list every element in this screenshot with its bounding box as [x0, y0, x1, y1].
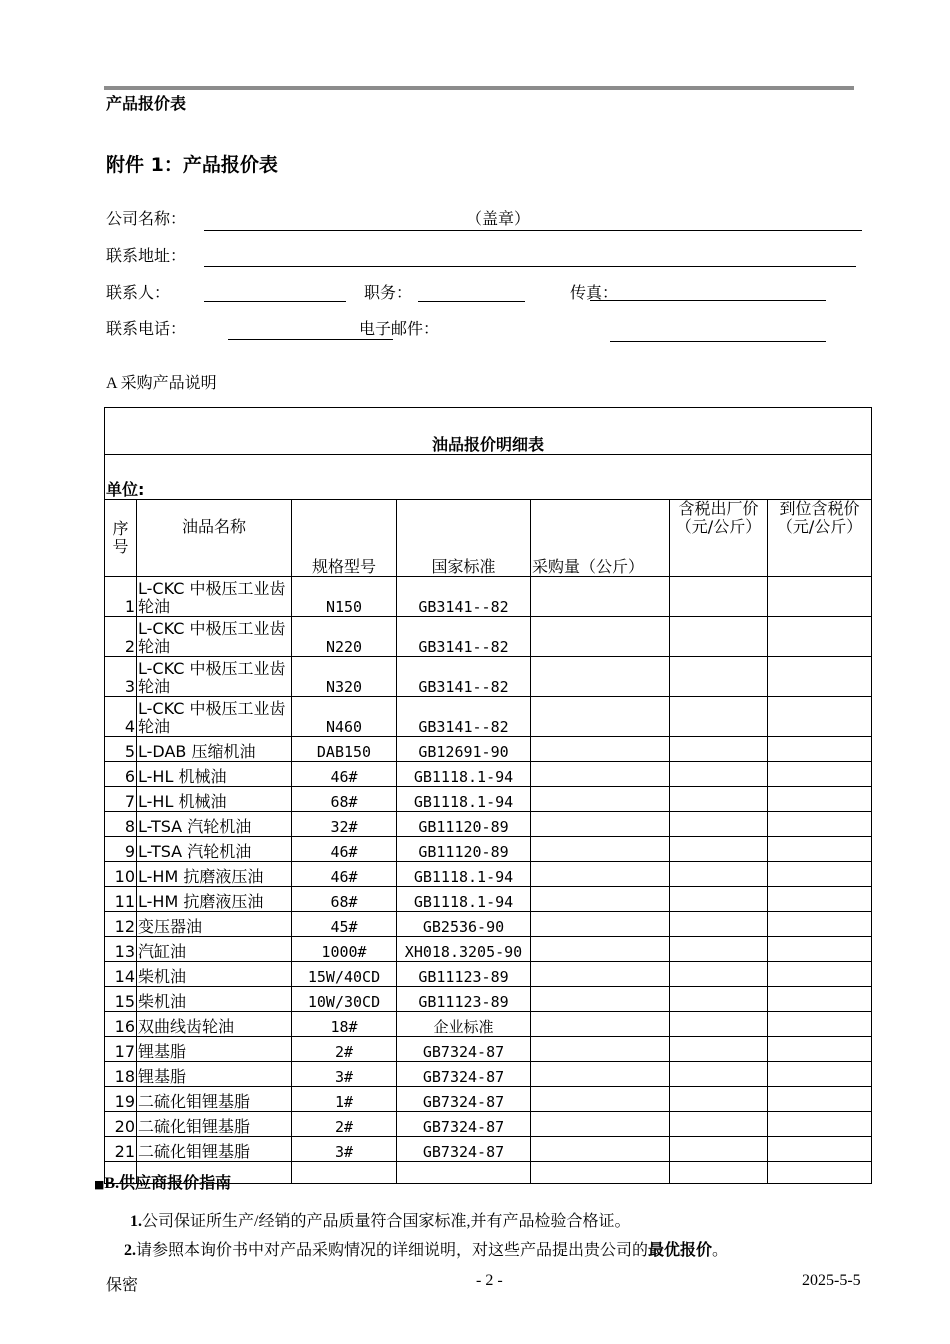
section-a-title: A 采购产品说明	[106, 375, 217, 392]
row-standard: GB1118.1-94	[397, 862, 531, 887]
row-index: 15	[105, 987, 137, 1012]
row-index: 7	[105, 787, 137, 812]
col-header-spec: 规格型号	[292, 500, 397, 577]
row-product-name: L-CKC 中极压工业齿轮油	[137, 657, 292, 697]
row-factory-price-cell[interactable]	[670, 1037, 768, 1062]
row-delivered-price-cell[interactable]	[768, 912, 872, 937]
guide-item-text-end: 。	[712, 1242, 729, 1259]
row-quantity-cell[interactable]	[531, 887, 670, 912]
row-factory-price-cell[interactable]	[670, 617, 768, 657]
table-row	[105, 1062, 872, 1087]
row-standard: GB3141--82	[397, 577, 531, 617]
table-row	[105, 962, 872, 987]
phone-field[interactable]	[228, 339, 393, 340]
row-factory-price-cell[interactable]	[670, 762, 768, 787]
table-row	[105, 1087, 872, 1112]
table-row	[105, 1112, 872, 1137]
row-quantity-cell[interactable]	[531, 1062, 670, 1087]
row-spec: 3#	[292, 1137, 397, 1162]
row-standard: GB3141--82	[397, 697, 531, 737]
row-product-name: 柴机油	[137, 962, 292, 987]
row-standard: GB11120-89	[397, 812, 531, 837]
row-index: 17	[105, 1037, 137, 1062]
col-header-name: 油品名称	[137, 500, 292, 577]
row-standard: GB1118.1-94	[397, 887, 531, 912]
row-product-name: L-HL 机械油	[137, 787, 292, 812]
position-label: 职务：	[364, 285, 413, 302]
row-index: 13	[105, 937, 137, 962]
row-factory-price-cell[interactable]	[670, 1012, 768, 1037]
row-factory-price-cell[interactable]	[670, 1137, 768, 1162]
row-factory-price-cell[interactable]	[670, 987, 768, 1012]
row-index: 12	[105, 912, 137, 937]
row-spec: N320	[292, 657, 397, 697]
row-quantity-cell[interactable]	[531, 1087, 670, 1112]
row-spec: 15W/40CD	[292, 962, 397, 987]
row-factory-price-cell[interactable]	[670, 862, 768, 887]
address-label: 联系地址：	[106, 248, 187, 265]
row-quantity-cell[interactable]	[531, 1037, 670, 1062]
quote-table	[104, 407, 872, 1184]
blank-cell[interactable]	[768, 1162, 872, 1184]
row-spec: 10W/30CD	[292, 987, 397, 1012]
row-product-name: 锂基脂	[137, 1062, 292, 1087]
row-spec: 46#	[292, 862, 397, 887]
row-delivered-price-cell[interactable]	[768, 1062, 872, 1087]
position-field[interactable]	[418, 301, 525, 302]
blank-cell	[397, 1162, 531, 1184]
blank-cell[interactable]	[531, 1162, 670, 1184]
row-delivered-price-cell[interactable]	[768, 987, 872, 1012]
blank-cell[interactable]	[670, 1162, 768, 1184]
row-quantity-cell[interactable]	[531, 912, 670, 937]
row-spec: 68#	[292, 787, 397, 812]
row-standard: GB11120-89	[397, 837, 531, 862]
row-factory-price-cell[interactable]	[670, 1062, 768, 1087]
col-header-factory-price: 含税出厂价（元/公斤）	[670, 500, 768, 577]
row-spec: 18#	[292, 1012, 397, 1037]
row-spec: 2#	[292, 1112, 397, 1137]
row-product-name: 二硫化钼锂基脂	[137, 1112, 292, 1137]
row-delivered-price-cell[interactable]	[768, 962, 872, 987]
table-row	[105, 1012, 872, 1037]
row-index: 19	[105, 1087, 137, 1112]
row-index: 4	[105, 697, 137, 737]
row-product-name: L-CKC 中极压工业齿轮油	[137, 697, 292, 737]
row-spec: 1#	[292, 1087, 397, 1112]
row-factory-price-cell[interactable]	[670, 737, 768, 762]
row-factory-price-cell[interactable]	[670, 937, 768, 962]
col-header-quantity: 采购量（公斤）	[531, 500, 670, 577]
row-product-name: 汽缸油	[137, 937, 292, 962]
table-row	[105, 787, 872, 812]
row-product-name: 二硫化钼锂基脂	[137, 1087, 292, 1112]
row-quantity-cell[interactable]	[531, 787, 670, 812]
row-factory-price-cell[interactable]	[670, 887, 768, 912]
row-standard: GB12691-90	[397, 737, 531, 762]
row-delivered-price-cell[interactable]	[768, 837, 872, 862]
row-standard: GB2536-90	[397, 912, 531, 937]
row-delivered-price-cell[interactable]	[768, 762, 872, 787]
row-product-name: L-HM 抗磨液压油	[137, 862, 292, 887]
table-title: 油品报价明细表	[105, 408, 872, 455]
row-factory-price-cell[interactable]	[670, 962, 768, 987]
row-index: 10	[105, 862, 137, 887]
table-row	[105, 912, 872, 937]
row-quantity-cell[interactable]	[531, 1012, 670, 1037]
guide-item-number: 1.	[130, 1213, 142, 1230]
row-product-name: L-HL 机械油	[137, 762, 292, 787]
row-quantity-cell[interactable]	[531, 937, 670, 962]
row-delivered-price-cell[interactable]	[768, 937, 872, 962]
row-spec: 2#	[292, 1037, 397, 1062]
row-quantity-cell[interactable]	[531, 837, 670, 862]
guide-item-text: 请参照本询价书中对产品采购情况的详细说明，对这些产品提出贵公司的	[136, 1242, 649, 1259]
row-delivered-price-cell[interactable]	[768, 577, 872, 617]
row-spec: 46#	[292, 762, 397, 787]
row-index: 20	[105, 1112, 137, 1137]
row-quantity-cell[interactable]	[531, 617, 670, 657]
row-factory-price-cell[interactable]	[670, 657, 768, 697]
fax-label: 传真：	[570, 285, 619, 302]
table-row	[105, 937, 872, 962]
table-row	[105, 887, 872, 912]
footer-confidential: 保密	[106, 1277, 139, 1294]
section-b-heading: B.供应商报价指南	[104, 1175, 232, 1192]
table-row	[105, 577, 872, 617]
row-index: 9	[105, 837, 137, 862]
annex-title: 附件 1：产品报价表	[106, 154, 278, 176]
row-standard: XH018.3205-90	[397, 937, 531, 962]
row-factory-price-cell[interactable]	[670, 697, 768, 737]
row-quantity-cell[interactable]	[531, 737, 670, 762]
row-product-name: L-TSA 汽轮机油	[137, 812, 292, 837]
row-standard: GB7324-87	[397, 1062, 531, 1087]
row-spec: 1000#	[292, 937, 397, 962]
contact-field[interactable]	[204, 301, 346, 302]
row-index: 14	[105, 962, 137, 987]
row-spec: N220	[292, 617, 397, 657]
col-header-standard: 国家标准	[397, 500, 531, 577]
blank-cell	[292, 1162, 397, 1184]
table-row	[105, 697, 872, 737]
table-row	[105, 812, 872, 837]
row-index: 21	[105, 1137, 137, 1162]
contact-label: 联系人：	[106, 285, 171, 302]
row-factory-price-cell[interactable]	[670, 577, 768, 617]
row-spec: 46#	[292, 837, 397, 862]
row-standard: GB11123-89	[397, 987, 531, 1012]
address-field[interactable]	[204, 266, 856, 267]
phone-label: 联系电话：	[106, 321, 187, 338]
row-delivered-price-cell[interactable]	[768, 1137, 872, 1162]
table-row	[105, 737, 872, 762]
table-row	[105, 862, 872, 887]
row-factory-price-cell[interactable]	[670, 787, 768, 812]
row-delivered-price-cell[interactable]	[768, 697, 872, 737]
seal-note: （盖章）	[466, 211, 531, 228]
row-delivered-price-cell[interactable]	[768, 787, 872, 812]
guide-item-text: 公司保证所生产/经销的产品质量符合国家标准,并有产品检验合格证。	[142, 1213, 631, 1230]
table-row	[105, 1037, 872, 1062]
row-index: 5	[105, 737, 137, 762]
row-index: 8	[105, 812, 137, 837]
section-b-title	[94, 1170, 231, 1193]
table-row	[105, 657, 872, 697]
row-spec: 68#	[292, 887, 397, 912]
row-standard: GB7324-87	[397, 1087, 531, 1112]
company-field[interactable]	[204, 230, 862, 231]
row-spec: 32#	[292, 812, 397, 837]
row-product-name: 二硫化钼锂基脂	[137, 1137, 292, 1162]
table-row	[105, 987, 872, 1012]
row-delivered-price-cell[interactable]	[768, 862, 872, 887]
row-delivered-price-cell[interactable]	[768, 887, 872, 912]
row-delivered-price-cell[interactable]	[768, 737, 872, 762]
row-quantity-cell[interactable]	[531, 762, 670, 787]
row-quantity-cell[interactable]	[531, 962, 670, 987]
row-factory-price-cell[interactable]	[670, 1112, 768, 1137]
row-quantity-cell[interactable]	[531, 657, 670, 697]
row-product-name: 柴机油	[137, 987, 292, 1012]
row-index: 16	[105, 1012, 137, 1037]
row-factory-price-cell[interactable]	[670, 1087, 768, 1112]
row-quantity-cell[interactable]	[531, 812, 670, 837]
row-spec: 3#	[292, 1062, 397, 1087]
company-label: 公司名称：	[106, 211, 187, 228]
row-delivered-price-cell[interactable]	[768, 1112, 872, 1137]
square-bullet-icon: ■	[94, 1178, 105, 1191]
email-field[interactable]	[610, 341, 826, 342]
row-product-name: L-TSA 汽轮机油	[137, 837, 292, 862]
row-factory-price-cell[interactable]	[670, 812, 768, 837]
row-delivered-price-cell[interactable]	[768, 812, 872, 837]
row-index: 3	[105, 657, 137, 697]
table-row	[105, 762, 872, 787]
row-standard: GB3141--82	[397, 657, 531, 697]
footer-date: 2025-5-5	[802, 1272, 861, 1289]
header-title: 产品报价表	[106, 94, 187, 113]
row-product-name: L-HM 抗磨液压油	[137, 887, 292, 912]
row-product-name: L-DAB 压缩机油	[137, 737, 292, 762]
row-product-name: 锂基脂	[137, 1037, 292, 1062]
row-delivered-price-cell[interactable]	[768, 1037, 872, 1062]
guide-item-emphasis: 最优报价	[648, 1242, 713, 1259]
row-quantity-cell[interactable]	[531, 1137, 670, 1162]
row-spec: N150	[292, 577, 397, 617]
table-row	[105, 837, 872, 862]
row-index: 6	[105, 762, 137, 787]
row-index: 2	[105, 617, 137, 657]
row-standard: GB11123-89	[397, 962, 531, 987]
row-standard: GB7324-87	[397, 1037, 531, 1062]
unit-label: 单位:	[105, 455, 872, 500]
row-index: 1	[105, 577, 137, 617]
row-index: 11	[105, 887, 137, 912]
guide-item-2	[124, 1237, 728, 1260]
email-label: 电子邮件：	[359, 321, 440, 338]
col-header-index: 序号	[105, 500, 137, 577]
row-spec: N460	[292, 697, 397, 737]
row-quantity-cell[interactable]	[531, 577, 670, 617]
row-quantity-cell[interactable]	[531, 862, 670, 887]
row-standard: GB7324-87	[397, 1112, 531, 1137]
table-row	[105, 1137, 872, 1162]
row-delivered-price-cell[interactable]	[768, 617, 872, 657]
row-quantity-cell[interactable]	[531, 697, 670, 737]
row-spec: DAB150	[292, 737, 397, 762]
row-delivered-price-cell[interactable]	[768, 657, 872, 697]
row-index: 18	[105, 1062, 137, 1087]
row-product-name: 双曲线齿轮油	[137, 1012, 292, 1037]
footer-page-number: - 2 -	[476, 1272, 503, 1289]
row-standard: GB7324-87	[397, 1137, 531, 1162]
guide-item-number: 2.	[124, 1242, 136, 1259]
header-rule	[104, 86, 854, 90]
table-row	[105, 617, 872, 657]
row-factory-price-cell[interactable]	[670, 912, 768, 937]
col-header-delivered-price: 到位含税价（元/公斤）	[768, 500, 872, 577]
row-standard: GB1118.1-94	[397, 762, 531, 787]
row-standard: GB3141--82	[397, 617, 531, 657]
fax-field[interactable]	[590, 300, 826, 301]
row-standard: 企业标准	[397, 1012, 531, 1037]
row-product-name: L-CKC 中极压工业齿轮油	[137, 617, 292, 657]
row-delivered-price-cell[interactable]	[768, 1087, 872, 1112]
row-product-name: 变压器油	[137, 912, 292, 937]
row-quantity-cell[interactable]	[531, 987, 670, 1012]
row-factory-price-cell[interactable]	[670, 837, 768, 862]
guide-item-1	[130, 1208, 630, 1231]
row-standard: GB1118.1-94	[397, 787, 531, 812]
row-delivered-price-cell[interactable]	[768, 1012, 872, 1037]
row-spec: 45#	[292, 912, 397, 937]
row-quantity-cell[interactable]	[531, 1112, 670, 1137]
row-product-name: L-CKC 中极压工业齿轮油	[137, 577, 292, 617]
